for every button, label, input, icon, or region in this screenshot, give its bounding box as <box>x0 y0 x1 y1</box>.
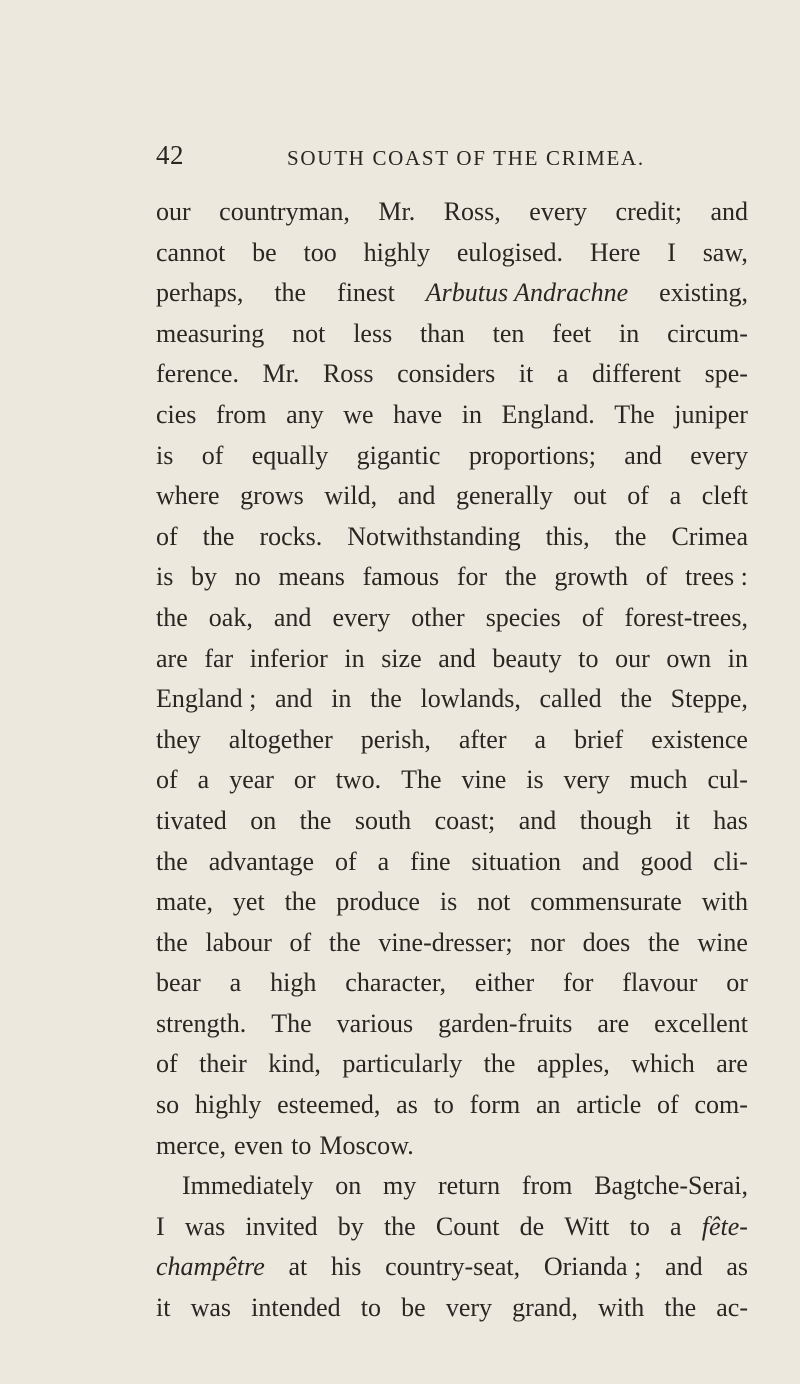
word: country-seat, <box>385 1252 521 1282</box>
word: for <box>563 968 594 998</box>
word: a <box>197 765 210 795</box>
word: of <box>156 521 178 551</box>
word: the <box>156 927 188 957</box>
word: cleft <box>701 481 748 511</box>
word: on <box>250 805 277 835</box>
word: south <box>354 805 412 835</box>
word: two. <box>335 765 382 795</box>
word: does <box>582 927 631 957</box>
word: The <box>614 399 655 429</box>
word: rocks. <box>259 521 323 551</box>
word: Bagtche-Serai, <box>594 1171 748 1201</box>
text-line <box>156 436 748 477</box>
word: or <box>726 968 748 998</box>
word: and <box>518 805 557 835</box>
word: it <box>156 1293 171 1323</box>
word: garden-fruits <box>438 1008 573 1038</box>
word: every <box>529 197 588 226</box>
word: a <box>534 724 547 754</box>
text-line <box>156 882 748 923</box>
word: high <box>270 968 317 998</box>
word: apples, <box>536 1049 610 1079</box>
word: beauty <box>492 643 562 673</box>
word: cannot <box>156 237 226 267</box>
word: from <box>215 399 267 429</box>
word: credit; <box>615 197 682 226</box>
word: size <box>381 643 422 673</box>
word: vine-dresser; <box>378 927 513 957</box>
word: either <box>474 968 535 998</box>
word: particularly <box>342 1049 463 1079</box>
word: and <box>710 197 748 226</box>
word: I <box>156 1211 165 1241</box>
word: situation <box>471 846 561 876</box>
word: far <box>204 643 234 673</box>
word: every <box>690 440 748 470</box>
word: on <box>335 1171 362 1201</box>
word: countryman, <box>219 197 350 226</box>
text-line <box>156 1247 748 1288</box>
word: bear <box>156 968 201 998</box>
word: it <box>518 359 534 389</box>
word: the <box>156 602 188 632</box>
word: are <box>597 1008 630 1038</box>
text-line <box>156 273 748 314</box>
word: the <box>274 278 307 308</box>
word: year <box>229 765 274 795</box>
text-line <box>156 720 748 761</box>
text-line <box>156 233 748 274</box>
word: a <box>229 968 242 998</box>
word: de <box>519 1211 545 1241</box>
word: trees : <box>685 562 748 592</box>
word: so <box>156 1090 180 1120</box>
word: much <box>629 765 688 795</box>
text-line <box>156 801 748 842</box>
word: mate, <box>156 887 214 917</box>
word: good <box>640 846 693 876</box>
word: and <box>275 684 313 714</box>
word: the <box>202 521 235 551</box>
text-line <box>156 1207 748 1248</box>
word: the <box>504 562 537 592</box>
word: with <box>597 1293 645 1323</box>
word: form <box>469 1090 521 1120</box>
word: of <box>581 602 604 632</box>
word: highly <box>363 237 431 267</box>
word: Ross <box>322 359 374 389</box>
word: to <box>629 1211 650 1241</box>
word: The <box>401 765 442 795</box>
word: though <box>579 805 652 835</box>
word: have <box>393 399 443 429</box>
word: at <box>288 1252 308 1282</box>
word: gigantic <box>356 440 441 470</box>
word: a <box>669 481 682 511</box>
word: equally <box>251 440 329 470</box>
text-line <box>156 963 748 1004</box>
word: generally <box>455 481 553 511</box>
word: ference. <box>156 359 239 389</box>
word: is <box>156 562 174 592</box>
word: Witt <box>564 1211 610 1241</box>
text-line <box>156 557 748 598</box>
text-line <box>156 842 748 883</box>
word: inferior <box>249 643 328 673</box>
word: advantage <box>208 846 315 876</box>
word: the <box>328 927 361 957</box>
word: is <box>526 765 544 795</box>
word: or <box>293 765 316 795</box>
word: be <box>252 237 277 267</box>
word: perish, <box>360 724 431 754</box>
word: proportions; <box>468 440 596 470</box>
word: circum- <box>667 318 748 348</box>
word: nor <box>530 927 565 957</box>
text-line <box>156 1085 748 1126</box>
word: eulogised. <box>456 237 564 267</box>
word: feet <box>552 318 592 348</box>
word: England. <box>501 399 595 429</box>
text-line <box>156 1126 748 1167</box>
word: to <box>360 1293 382 1323</box>
word: saw, <box>702 237 748 267</box>
word: altogether <box>228 724 333 754</box>
word: called <box>539 684 602 714</box>
word: we <box>343 399 374 429</box>
word: Steppe, <box>670 684 748 714</box>
italic-word: champêtre <box>156 1252 265 1282</box>
word: be <box>401 1293 426 1323</box>
word: they <box>156 724 201 754</box>
word: flavour <box>622 968 698 998</box>
word: no <box>234 562 261 592</box>
paragraph-2 <box>156 1166 748 1328</box>
paragraph-1 <box>156 192 748 1166</box>
word: the <box>156 846 188 876</box>
word: strength. <box>156 1008 247 1038</box>
word: esteemed, <box>277 1090 381 1120</box>
word: cul- <box>707 765 748 795</box>
word: out <box>573 481 607 511</box>
word: to <box>433 1090 454 1120</box>
word: Orianda ; <box>543 1252 642 1282</box>
word: in <box>331 684 352 714</box>
word: our <box>615 643 650 673</box>
word: as <box>726 1252 748 1282</box>
word: not <box>292 318 326 348</box>
page-number: 42 <box>156 140 184 170</box>
word: in <box>461 399 482 429</box>
word: his <box>331 1252 362 1282</box>
word: various <box>336 1008 414 1038</box>
text-line <box>156 395 748 436</box>
word: the <box>614 521 647 551</box>
word: vine <box>461 765 507 795</box>
word: ten <box>492 318 525 348</box>
word: a <box>377 846 390 876</box>
word: a <box>556 359 569 389</box>
word: than <box>420 318 465 348</box>
word: perhaps, <box>156 278 244 308</box>
word: produce <box>336 887 420 917</box>
word: finest <box>337 278 395 308</box>
word: labour <box>205 927 272 957</box>
text-line <box>156 679 748 720</box>
text-line <box>156 760 748 801</box>
word: means <box>278 562 345 592</box>
word: and <box>273 602 312 632</box>
word: fine <box>410 846 451 876</box>
word: an <box>535 1090 561 1120</box>
word: kind, <box>268 1049 321 1079</box>
word: Mr. <box>262 359 300 389</box>
text-line <box>156 1044 748 1085</box>
word: considers <box>397 359 496 389</box>
word: Notwithstanding <box>347 521 521 551</box>
word: return <box>437 1171 501 1201</box>
word: coast; <box>434 805 496 835</box>
word: and <box>438 643 476 673</box>
text-line <box>156 1288 748 1329</box>
text-line <box>156 314 748 355</box>
word: from <box>521 1171 573 1201</box>
word: was <box>190 1293 232 1323</box>
word: article <box>576 1090 642 1120</box>
word: and <box>581 846 620 876</box>
word: the <box>299 805 332 835</box>
word: for <box>456 562 488 592</box>
word: cies <box>156 399 197 429</box>
word: and <box>624 440 662 470</box>
word: of <box>627 481 649 511</box>
italic-word: fête- <box>701 1211 748 1241</box>
word: is <box>156 440 174 470</box>
running-head: SOUTH COAST OF THE CRIMEA. <box>287 146 645 170</box>
word: grows <box>240 481 304 511</box>
word: I <box>667 237 676 267</box>
word: juniper <box>674 399 748 429</box>
word: any <box>286 399 324 429</box>
word: wine <box>697 927 748 957</box>
word: of <box>335 846 357 876</box>
word: by <box>191 562 218 592</box>
word: lowlands, <box>420 684 521 714</box>
word: the <box>383 1211 416 1241</box>
word: existence <box>651 724 748 754</box>
word: Immediately <box>182 1171 314 1201</box>
word: merce, <box>156 1130 227 1160</box>
word: it <box>675 805 690 835</box>
word: even <box>234 1130 284 1160</box>
word: of <box>657 1090 679 1120</box>
body-text <box>156 192 748 1329</box>
text-line <box>156 598 748 639</box>
word: existing, <box>659 278 748 308</box>
word: in <box>619 318 640 348</box>
word: where <box>156 481 220 511</box>
word: are <box>156 643 188 673</box>
word: wild, <box>324 481 378 511</box>
word: of <box>201 440 224 470</box>
word: tivated <box>156 805 227 835</box>
text-line <box>156 639 748 680</box>
word: the <box>620 684 652 714</box>
word: the <box>664 1293 697 1323</box>
word: the <box>483 1049 516 1079</box>
word: to <box>291 1130 312 1160</box>
word: every <box>332 602 391 632</box>
word: the <box>647 927 680 957</box>
text-line <box>156 1004 748 1045</box>
word: my <box>382 1171 417 1201</box>
word: was <box>184 1211 226 1241</box>
word: spe- <box>704 359 748 389</box>
word: excellent <box>654 1008 748 1038</box>
word: the <box>284 887 317 917</box>
word: cli- <box>713 846 748 876</box>
word: less <box>353 318 393 348</box>
word: their <box>199 1049 247 1079</box>
word: of <box>645 562 668 592</box>
word: after <box>458 724 507 754</box>
word: the <box>370 684 402 714</box>
word: famous <box>362 562 440 592</box>
text-line <box>156 476 748 517</box>
word: very <box>445 1293 493 1323</box>
word: The <box>271 1008 312 1038</box>
text-line <box>156 192 748 233</box>
word: and <box>397 481 436 511</box>
text-line <box>156 354 748 395</box>
word: too <box>303 237 337 267</box>
word: which <box>631 1049 695 1079</box>
word: to <box>578 643 599 673</box>
word: commensurate <box>530 887 682 917</box>
word: intended <box>251 1293 341 1323</box>
word: England ; <box>156 684 257 714</box>
word: Moscow. <box>319 1130 414 1160</box>
page-header <box>156 140 748 180</box>
word: oak, <box>208 602 253 632</box>
word: Count <box>435 1211 500 1241</box>
word: as <box>396 1090 418 1120</box>
word: Mr. <box>378 197 416 226</box>
word: and <box>665 1252 703 1282</box>
word: Here <box>589 237 641 267</box>
word: species <box>485 602 561 632</box>
word: of <box>156 765 178 795</box>
word: are <box>716 1049 748 1079</box>
word: of <box>289 927 312 957</box>
word: in <box>727 643 748 673</box>
word: a <box>670 1211 682 1241</box>
word: of <box>156 1049 178 1079</box>
word: this, <box>545 521 590 551</box>
word: our <box>156 197 191 226</box>
word: yet <box>232 887 265 917</box>
italic-word: Arbutus Andrachne <box>425 278 629 308</box>
word: very <box>563 765 610 795</box>
word: invited <box>245 1211 318 1241</box>
word: Ross, <box>443 197 501 226</box>
word: with <box>701 887 748 917</box>
word: in <box>344 643 365 673</box>
word: is <box>439 887 458 917</box>
word: measuring <box>156 318 265 348</box>
word: character, <box>345 968 446 998</box>
word: brief <box>574 724 624 754</box>
text-line <box>156 517 748 558</box>
text-line <box>156 1166 748 1207</box>
word: other <box>411 602 465 632</box>
word: has <box>713 805 748 835</box>
word: not <box>477 887 511 917</box>
word: growth <box>554 562 628 592</box>
word: different <box>591 359 682 389</box>
word: own <box>666 643 712 673</box>
word: Crimea <box>671 521 748 551</box>
word: com- <box>694 1090 748 1120</box>
word: ac- <box>716 1293 748 1323</box>
word: forest-trees, <box>624 602 748 632</box>
word: grand, <box>512 1293 578 1323</box>
word: by <box>337 1211 364 1241</box>
text-line <box>156 923 748 964</box>
word: highly <box>194 1090 262 1120</box>
